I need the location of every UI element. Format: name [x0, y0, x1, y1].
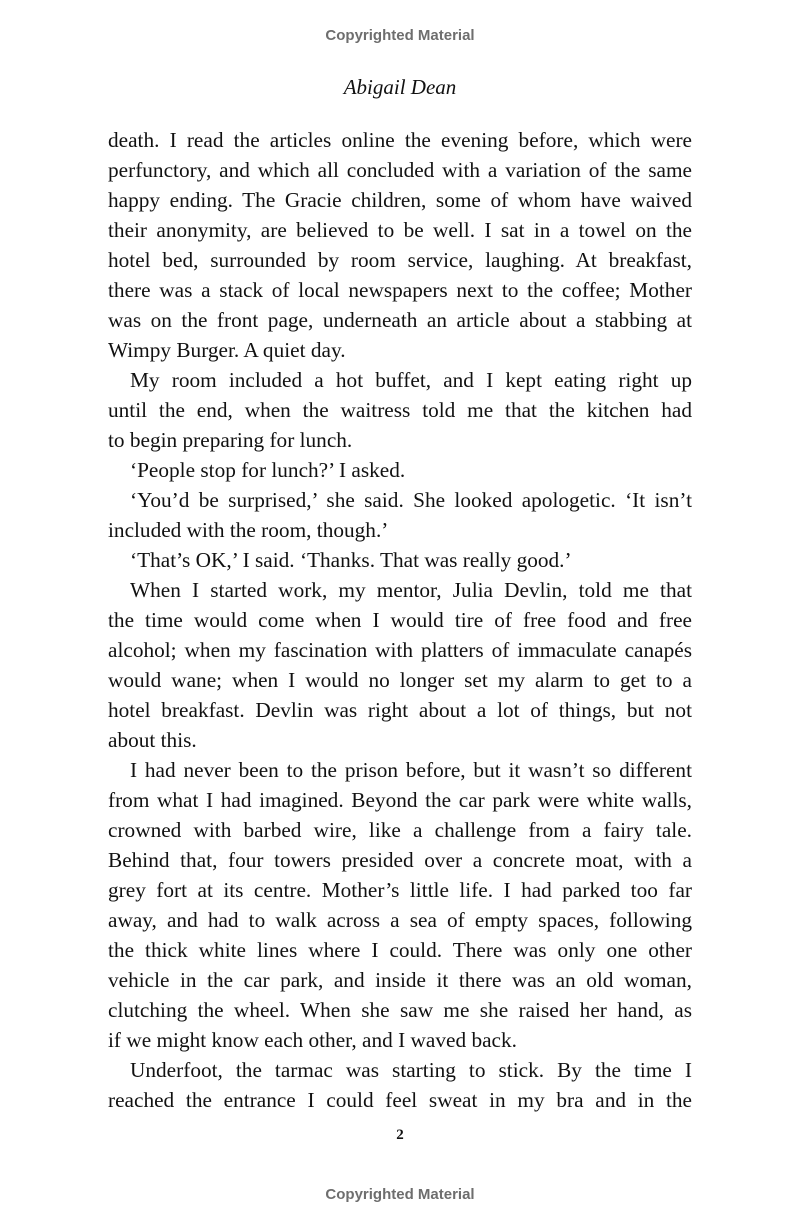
- text-line: hotel breakfast. Devlin was right about a lot of things, but not: [108, 698, 692, 722]
- text-line: clutching the wheel. When she saw me she raised her hand, as: [108, 998, 692, 1022]
- text-line: included with the room, though.’: [108, 518, 389, 542]
- text-line: reached the entrance I could feel sweat in my bra and in the: [108, 1088, 692, 1112]
- text-line: the thick white lines where I could. There was only one other: [108, 938, 692, 962]
- text-line: Underfoot, the tarmac was starting to stick. By the time I: [130, 1058, 692, 1082]
- text-line: ‘People stop for lunch?’ I asked.: [130, 458, 406, 482]
- running-head-author: Abigail Dean: [343, 75, 457, 99]
- text-line: Behind that, four towers presided over a concrete moat, with a: [108, 848, 692, 872]
- text-line: perfunctory, and which all concluded with a variation of the same: [108, 158, 692, 182]
- text-line: the time would come when I would tire of free food and free: [108, 608, 692, 632]
- text-line: away, and had to walk across a sea of empty spaces, following: [108, 908, 692, 932]
- text-line: their anonymity, are believed to be well. I sat in a towel on the: [108, 218, 692, 242]
- text-line: would wane; when I would no longer set my alarm to get to a: [108, 668, 692, 692]
- text-line: crowned with barbed wire, like a challenge from a fairy tale.: [108, 818, 692, 842]
- text-line: there was a stack of local newspapers next to the coffee; Mother: [108, 278, 692, 302]
- text-line: My room included a hot buffet, and I kept eating right up: [130, 368, 692, 392]
- body-text: [108, 125, 692, 1115]
- text-line: to begin preparing for lunch.: [108, 428, 353, 452]
- text-line: about this.: [108, 728, 197, 752]
- copyright-watermark-bottom: Copyrighted Material: [325, 1186, 475, 1203]
- text-line: hotel bed, surrounded by room service, laughing. At breakfast,: [108, 248, 692, 272]
- text-line: from what I had imagined. Beyond the car park were white walls,: [108, 788, 692, 812]
- text-line: death. I read the articles online the evening before, which were: [108, 128, 692, 152]
- text-line: Wimpy Burger. A quiet day.: [108, 338, 346, 362]
- text-line: was on the front page, underneath an article about a stabbing at: [108, 308, 692, 332]
- text-line: until the end, when the waitress told me that the kitchen had: [108, 398, 692, 422]
- text-line: When I started work, my mentor, Julia Devlin, told me that: [130, 578, 692, 602]
- copyright-watermark-top: Copyrighted Material: [325, 27, 475, 44]
- text-line: happy ending. The Gracie children, some of whom have waived: [108, 188, 692, 212]
- page-number: 2: [396, 1127, 404, 1143]
- text-line: vehicle in the car park, and inside it there was an old woman,: [108, 968, 692, 992]
- text-line: alcohol; when my fascination with platters of immaculate canapés: [108, 638, 692, 662]
- text-line: if we might know each other, and I waved back.: [108, 1028, 517, 1052]
- text-line: grey fort at its centre. Mother’s little life. I had parked too far: [108, 878, 692, 902]
- text-line: ‘That’s OK,’ I said. ‘Thanks. That was really good.’: [130, 548, 572, 572]
- text-line: ‘You’d be surprised,’ she said. She looked apologetic. ‘It isn’t: [130, 488, 692, 512]
- text-line: I had never been to the prison before, but it wasn’t so different: [130, 758, 692, 782]
